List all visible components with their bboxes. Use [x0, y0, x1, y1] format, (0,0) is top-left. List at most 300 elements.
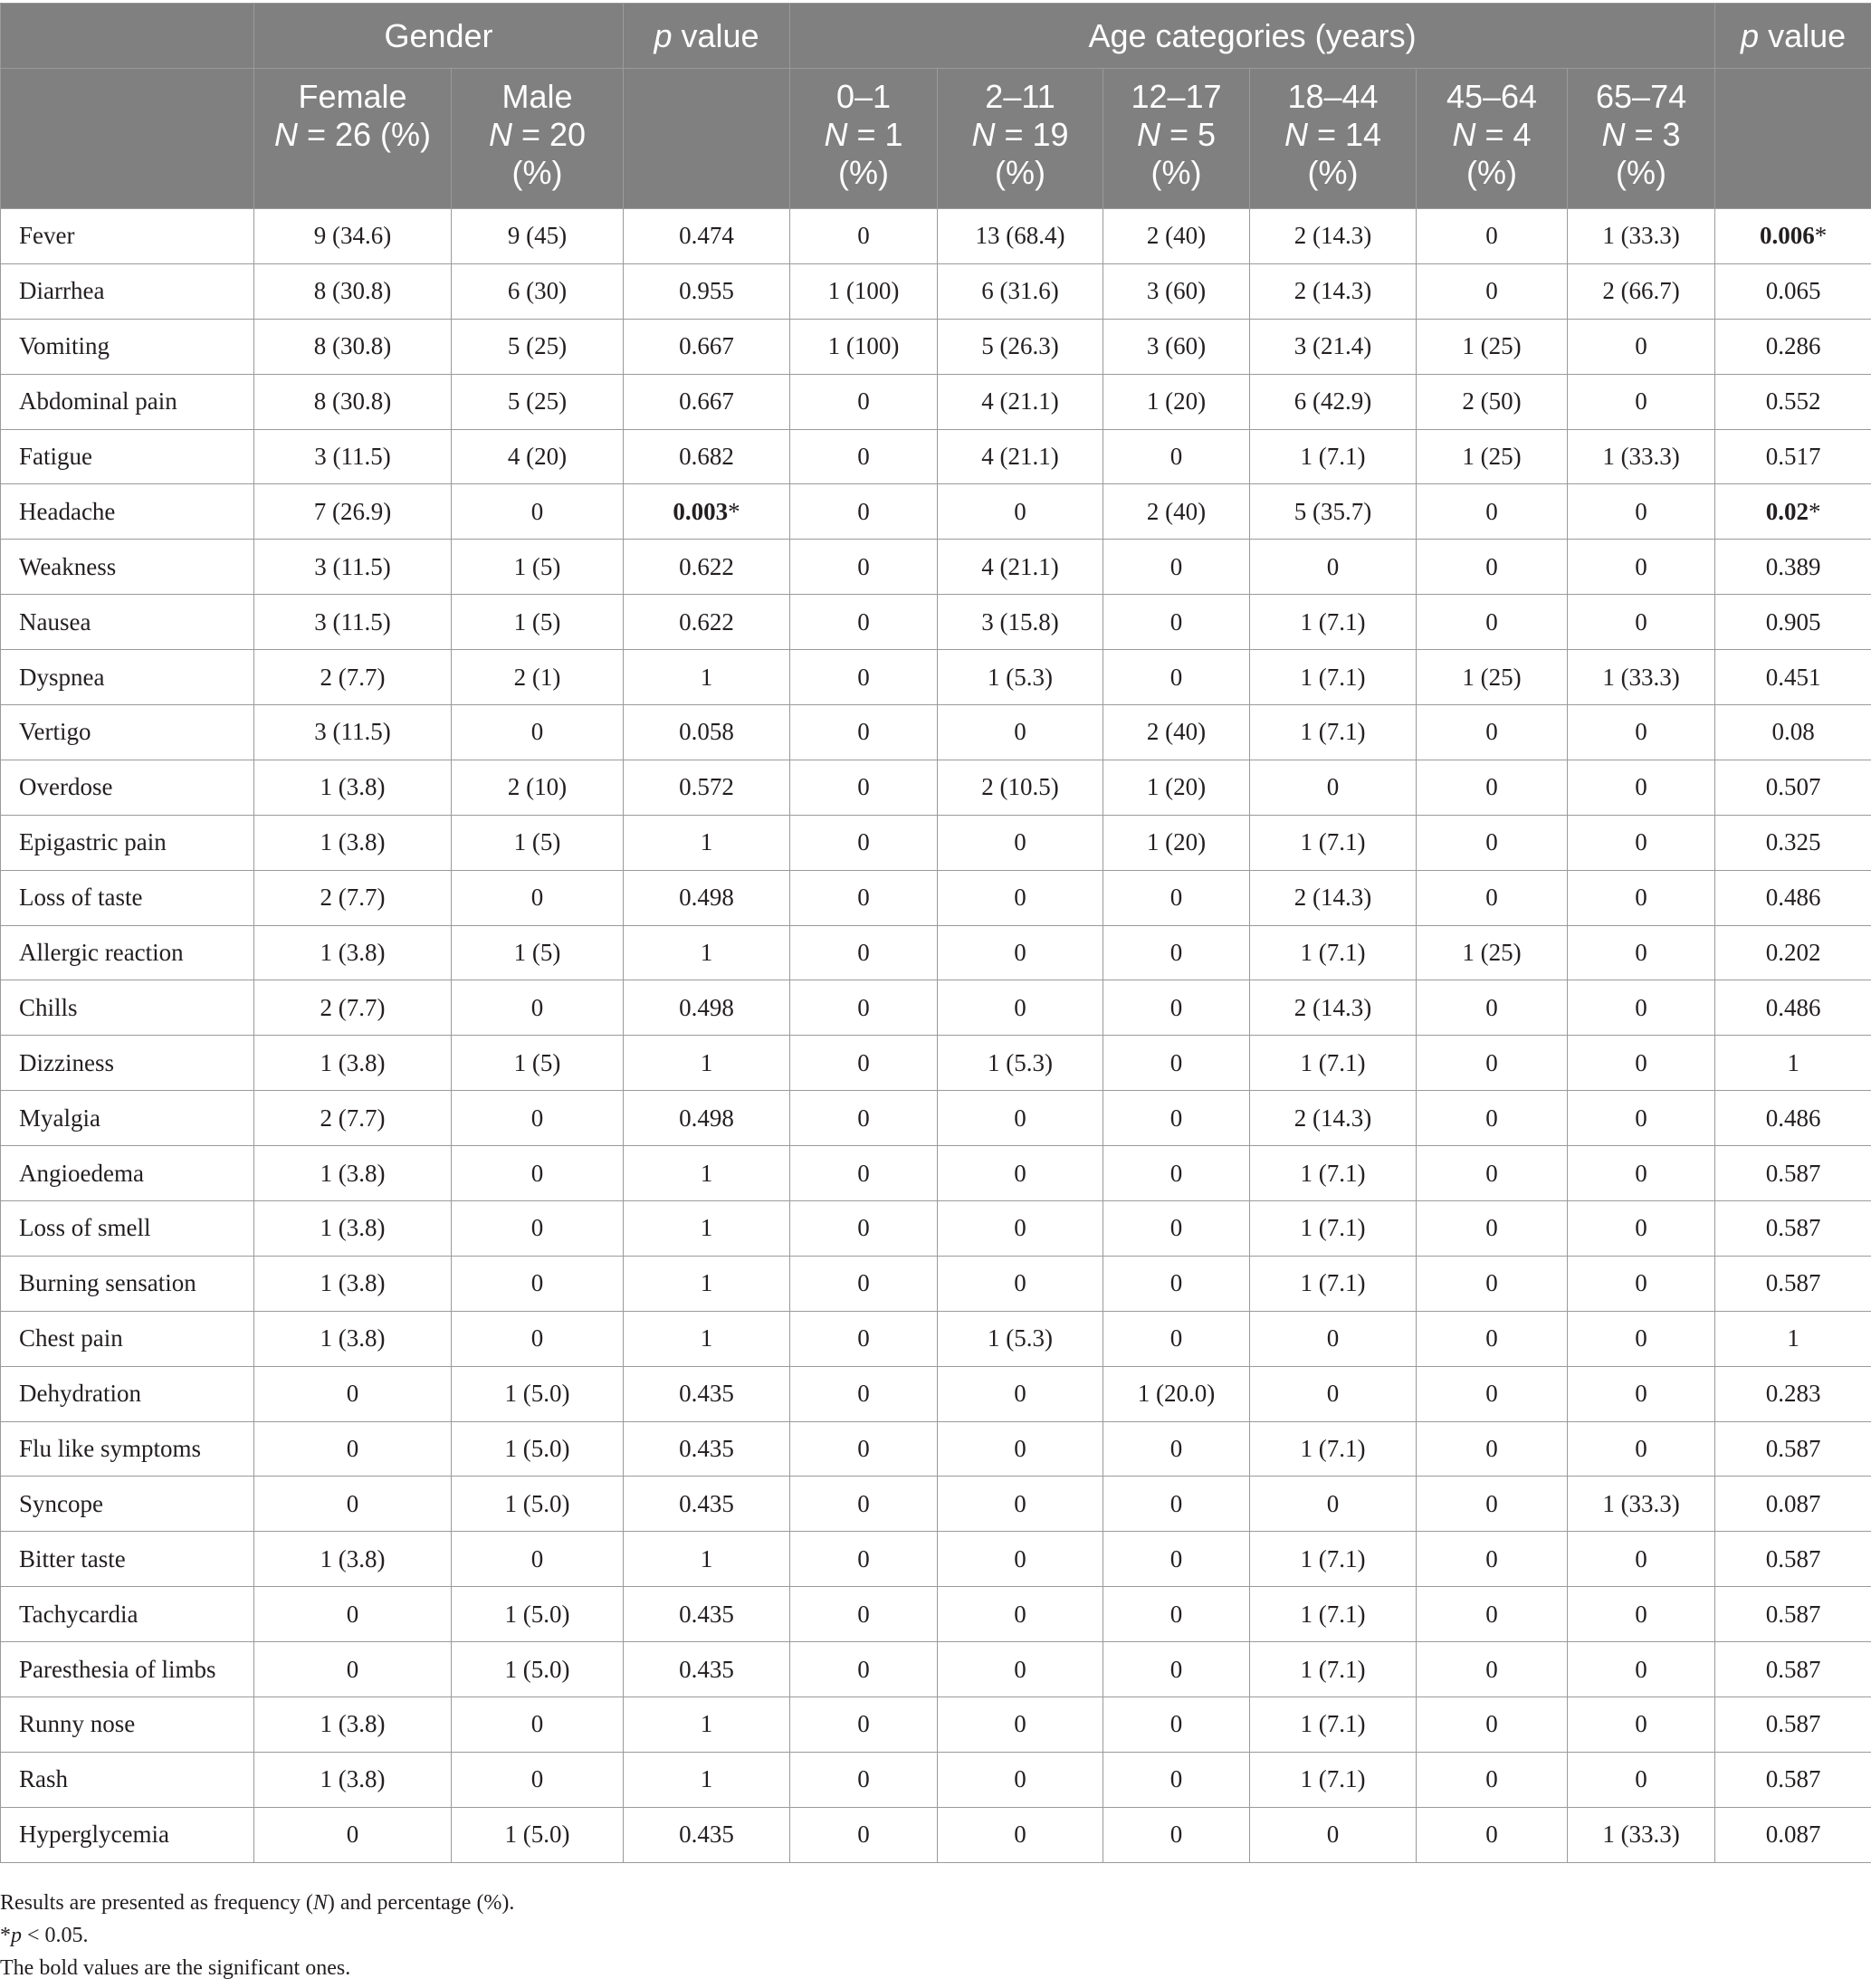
cell-male: 5 (25) [452, 319, 624, 374]
cell-age-65-74: 0 [1568, 1036, 1715, 1091]
cell-age-0-1: 0 [790, 1642, 938, 1697]
cell-age-45-64: 0 [1417, 1697, 1568, 1753]
table-row [1, 1752, 1871, 1807]
cell-age-18-44: 1 (7.1) [1250, 705, 1417, 760]
subheader-age-0-1 [790, 69, 938, 209]
p-value: 0.587 [1765, 1710, 1821, 1738]
table-row [1, 1201, 1871, 1257]
cell-age-65-74: 0 [1568, 980, 1715, 1036]
cell-age-12-17: 0 [1103, 650, 1250, 705]
p-value: 0.435 [679, 1380, 734, 1408]
cell-p-gender [624, 1366, 790, 1421]
cell-age-45-64: 1 (25) [1417, 650, 1568, 705]
cell-age-0-1: 0 [790, 595, 938, 650]
subheader-age-45-64 [1417, 69, 1568, 209]
cell-p-gender [624, 705, 790, 760]
p-value: 0.622 [679, 607, 734, 636]
cell-female: 2 (7.7) [254, 1091, 452, 1146]
p-value: 0.587 [1765, 1544, 1821, 1572]
header-p-value-label: value [681, 16, 759, 54]
cell-age-2-11: 0 [938, 925, 1103, 980]
symptoms-table [0, 3, 1871, 1863]
subheader-label: 0–1 [835, 78, 892, 115]
cell-symptom: Nausea [1, 595, 254, 650]
cell-age-2-11: 1 (5.3) [938, 1311, 1103, 1366]
subheader-count [790, 116, 937, 154]
header-p-letter: p [1741, 16, 1760, 54]
cell-age-0-1: 0 [790, 1752, 938, 1807]
subheader-count [1103, 116, 1249, 154]
p-value: 0.435 [679, 1821, 734, 1849]
subheader-count-value: = 1 [847, 116, 903, 153]
cell-age-45-64: 0 [1417, 1366, 1568, 1421]
cell-p-age [1715, 1532, 1871, 1587]
cell-age-12-17: 0 [1103, 429, 1250, 484]
p-value: 0.08 [1771, 718, 1815, 746]
cell-age-0-1: 0 [790, 870, 938, 925]
cell-female: 2 (7.7) [254, 980, 452, 1036]
cell-age-18-44: 6 (42.9) [1250, 374, 1417, 429]
p-value: 0.003 [673, 497, 729, 525]
cell-age-0-1: 1 (100) [790, 263, 938, 319]
subheader-count-value: = 19 [995, 116, 1069, 153]
subheader-n: N [273, 116, 298, 153]
cell-p-gender [624, 1752, 790, 1807]
cell-age-12-17: 0 [1103, 1421, 1250, 1477]
cell-age-12-17: 2 (40) [1103, 209, 1250, 264]
cell-age-45-64: 0 [1417, 540, 1568, 595]
cell-age-18-44: 0 [1250, 1311, 1417, 1366]
header-p-value-gender [624, 4, 790, 69]
cell-symptom: Weakness [1, 540, 254, 595]
subheader-male [452, 69, 624, 209]
cell-age-65-74: 0 [1568, 1366, 1715, 1421]
cell-age-18-44: 1 (7.1) [1250, 1642, 1417, 1697]
cell-age-45-64: 1 (25) [1417, 319, 1568, 374]
cell-female: 1 (3.8) [254, 1146, 452, 1201]
p-value: 0.622 [679, 552, 734, 580]
cell-age-45-64: 0 [1417, 1256, 1568, 1311]
table-row [1, 1807, 1871, 1862]
cell-p-gender [624, 925, 790, 980]
cell-age-12-17: 0 [1103, 1477, 1250, 1532]
p-value: 0.587 [1765, 1600, 1821, 1628]
table-row [1, 1587, 1871, 1642]
cell-p-age [1715, 1036, 1871, 1091]
cell-symptom: Vertigo [1, 705, 254, 760]
table-row [1, 1642, 1871, 1697]
cell-age-45-64: 0 [1417, 1807, 1568, 1862]
cell-female: 3 (11.5) [254, 540, 452, 595]
cell-male: 0 [452, 1146, 624, 1201]
p-value: 0.587 [1765, 1435, 1821, 1463]
p-value: 1 [700, 939, 713, 967]
cell-age-2-11: 0 [938, 1532, 1103, 1587]
cell-female: 0 [254, 1477, 452, 1532]
subheader-n: N [1601, 116, 1626, 153]
cell-age-0-1: 0 [790, 980, 938, 1036]
cell-female: 3 (11.5) [254, 705, 452, 760]
subheader-n: N [824, 116, 848, 153]
cell-female: 0 [254, 1807, 452, 1862]
subheader-count-value: = 5 [1160, 116, 1217, 153]
significance-star: * [1808, 497, 1821, 525]
cell-age-18-44: 1 (7.1) [1250, 1752, 1417, 1807]
cell-female: 8 (30.8) [254, 319, 452, 374]
p-value: 0.283 [1765, 1380, 1821, 1408]
subheader-p-gender-blank [624, 69, 790, 209]
cell-age-18-44: 1 (7.1) [1250, 1532, 1417, 1587]
p-value: 0.587 [1765, 1214, 1821, 1242]
subheader-age-12-17 [1103, 69, 1250, 209]
cell-symptom: Tachycardia [1, 1587, 254, 1642]
subheader-count [452, 116, 623, 154]
table-row [1, 1366, 1871, 1421]
cell-age-2-11: 4 (21.1) [938, 540, 1103, 595]
footnote-results [0, 1887, 514, 1919]
p-value: 1 [700, 1710, 713, 1738]
cell-female: 2 (7.7) [254, 650, 452, 705]
cell-male: 4 (20) [452, 429, 624, 484]
cell-p-gender [624, 1532, 790, 1587]
p-value: 0.572 [679, 773, 734, 801]
cell-age-2-11: 0 [938, 870, 1103, 925]
subheader-label: 2–11 [985, 78, 1055, 115]
cell-female: 1 (3.8) [254, 760, 452, 815]
cell-age-65-74: 0 [1568, 1642, 1715, 1697]
cell-age-2-11: 0 [938, 815, 1103, 870]
p-value: 0.587 [1765, 1765, 1821, 1793]
cell-female: 0 [254, 1366, 452, 1421]
cell-age-2-11: 4 (21.1) [938, 374, 1103, 429]
cell-age-45-64: 2 (50) [1417, 374, 1568, 429]
cell-p-age [1715, 1091, 1871, 1146]
cell-age-45-64: 0 [1417, 1477, 1568, 1532]
cell-age-18-44: 1 (7.1) [1250, 1201, 1417, 1257]
cell-age-45-64: 0 [1417, 263, 1568, 319]
cell-symptom: Overdose [1, 760, 254, 815]
cell-age-18-44: 1 (7.1) [1250, 815, 1417, 870]
p-value: 0.202 [1765, 939, 1821, 967]
cell-age-65-74: 0 [1568, 595, 1715, 650]
cell-p-age [1715, 429, 1871, 484]
cell-male: 1 (5) [452, 815, 624, 870]
cell-age-45-64: 0 [1417, 1752, 1568, 1807]
cell-male: 0 [452, 1256, 624, 1311]
cell-female: 1 (3.8) [254, 1256, 452, 1311]
p-value: 0.486 [1765, 993, 1821, 1021]
cell-age-18-44: 0 [1250, 540, 1417, 595]
cell-p-age [1715, 1256, 1871, 1311]
cell-p-gender [624, 1256, 790, 1311]
cell-age-45-64: 0 [1417, 1091, 1568, 1146]
footnote-p: p [11, 1924, 22, 1947]
p-value: 1 [700, 1544, 713, 1572]
cell-age-45-64: 1 (25) [1417, 925, 1568, 980]
cell-age-65-74: 0 [1568, 1752, 1715, 1807]
table-row [1, 540, 1871, 595]
cell-p-age [1715, 540, 1871, 595]
cell-symptom: Loss of smell [1, 1201, 254, 1257]
cell-symptom: Rash [1, 1752, 254, 1807]
cell-symptom: Burning sensation [1, 1256, 254, 1311]
cell-age-12-17: 0 [1103, 1201, 1250, 1257]
cell-age-18-44: 1 (7.1) [1250, 1256, 1417, 1311]
cell-age-2-11: 0 [938, 1201, 1103, 1257]
cell-symptom: Syncope [1, 1477, 254, 1532]
cell-symptom: Fever [1, 209, 254, 264]
p-value: 0.667 [679, 387, 734, 416]
cell-age-65-74: 0 [1568, 1421, 1715, 1477]
p-value: 0.587 [1765, 1269, 1821, 1297]
cell-age-18-44: 1 (7.1) [1250, 925, 1417, 980]
subheader-count-value: = 14 [1307, 116, 1382, 153]
cell-age-65-74: 0 [1568, 319, 1715, 374]
significance-star: * [728, 497, 740, 525]
footnote-text: Results are presented as frequency ( [0, 1891, 313, 1915]
cell-age-12-17: 0 [1103, 1091, 1250, 1146]
cell-age-2-11: 13 (68.4) [938, 209, 1103, 264]
cell-male: 0 [452, 1201, 624, 1257]
header-p-value-age [1715, 4, 1871, 69]
cell-female: 1 (3.8) [254, 1532, 452, 1587]
footnote-text: < 0.05. [22, 1924, 89, 1947]
cell-age-45-64: 0 [1417, 1146, 1568, 1201]
subheader-age-2-11 [938, 69, 1103, 209]
cell-age-65-74: 0 [1568, 374, 1715, 429]
cell-symptom: Chills [1, 980, 254, 1036]
cell-age-65-74: 0 [1568, 705, 1715, 760]
cell-age-0-1: 0 [790, 925, 938, 980]
cell-age-18-44: 1 (7.1) [1250, 595, 1417, 650]
cell-age-18-44: 2 (14.3) [1250, 209, 1417, 264]
cell-age-65-74: 0 [1568, 1697, 1715, 1753]
cell-age-45-64: 0 [1417, 705, 1568, 760]
cell-age-0-1: 0 [790, 815, 938, 870]
cell-age-45-64: 1 (25) [1417, 429, 1568, 484]
table-row [1, 1311, 1871, 1366]
p-value: 1 [700, 828, 713, 856]
table-header [1, 4, 1871, 209]
cell-age-45-64: 0 [1417, 595, 1568, 650]
cell-age-12-17: 0 [1103, 870, 1250, 925]
cell-age-0-1: 0 [790, 1421, 938, 1477]
cell-p-gender [624, 1587, 790, 1642]
cell-age-0-1: 0 [790, 209, 938, 264]
cell-female: 1 (3.8) [254, 1201, 452, 1257]
subheader-n: N [1136, 116, 1160, 153]
cell-age-12-17: 0 [1103, 1532, 1250, 1587]
subheader-count-value: = 26 (%) [297, 116, 432, 153]
cell-p-age [1715, 1697, 1871, 1753]
cell-male: 2 (10) [452, 760, 624, 815]
cell-female: 9 (34.6) [254, 209, 452, 264]
p-value: 1 [700, 1324, 713, 1352]
cell-p-gender [624, 1642, 790, 1697]
table-row [1, 319, 1871, 374]
cell-female: 0 [254, 1421, 452, 1477]
cell-p-gender [624, 1146, 790, 1201]
p-value: 1 [700, 663, 713, 691]
cell-symptom: Loss of taste [1, 870, 254, 925]
cell-age-12-17: 0 [1103, 980, 1250, 1036]
cell-age-65-74: 0 [1568, 1256, 1715, 1311]
cell-p-age [1715, 980, 1871, 1036]
table-row [1, 484, 1871, 540]
cell-age-45-64: 0 [1417, 870, 1568, 925]
cell-p-gender [624, 595, 790, 650]
cell-age-45-64: 0 [1417, 1421, 1568, 1477]
subheader-count-value: = 3 [1625, 116, 1681, 153]
cell-p-age [1715, 870, 1871, 925]
cell-p-age [1715, 1201, 1871, 1257]
subheader-label: 18–44 [1287, 78, 1379, 115]
cell-age-65-74: 1 (33.3) [1568, 1477, 1715, 1532]
cell-male: 1 (5.0) [452, 1587, 624, 1642]
cell-p-age [1715, 705, 1871, 760]
cell-age-18-44: 0 [1250, 1807, 1417, 1862]
cell-age-12-17: 0 [1103, 1752, 1250, 1807]
p-value: 0.435 [679, 1655, 734, 1683]
cell-p-gender [624, 980, 790, 1036]
cell-age-45-64: 0 [1417, 209, 1568, 264]
cell-p-gender [624, 1697, 790, 1753]
cell-age-0-1: 0 [790, 374, 938, 429]
p-value: 1 [700, 1269, 713, 1297]
cell-age-12-17: 0 [1103, 595, 1250, 650]
cell-age-0-1: 0 [790, 1587, 938, 1642]
cell-p-gender [624, 1201, 790, 1257]
p-value: 0.286 [1765, 332, 1821, 360]
cell-age-45-64: 0 [1417, 1642, 1568, 1697]
cell-age-65-74: 2 (66.7) [1568, 263, 1715, 319]
footnote-significance [0, 1919, 514, 1952]
cell-symptom: Angioedema [1, 1146, 254, 1201]
p-value: 0.474 [679, 222, 734, 250]
cell-p-age [1715, 1642, 1871, 1697]
cell-male: 0 [452, 980, 624, 1036]
header-corner [1, 4, 254, 69]
cell-age-65-74: 0 [1568, 540, 1715, 595]
subheader-count-value: = 20 [511, 116, 587, 153]
cell-age-2-11: 4 (21.1) [938, 429, 1103, 484]
table-row [1, 1421, 1871, 1477]
cell-male: 1 (5) [452, 1036, 624, 1091]
cell-age-18-44: 2 (14.3) [1250, 980, 1417, 1036]
table-row [1, 1532, 1871, 1587]
cell-age-18-44: 1 (7.1) [1250, 1697, 1417, 1753]
table-row [1, 1477, 1871, 1532]
table-row [1, 925, 1871, 980]
cell-age-0-1: 1 (100) [790, 319, 938, 374]
cell-age-0-1: 0 [790, 650, 938, 705]
table-row [1, 429, 1871, 484]
p-value: 0.006 [1759, 222, 1815, 250]
cell-symptom: Bitter taste [1, 1532, 254, 1587]
cell-p-age [1715, 1807, 1871, 1862]
cell-age-2-11: 0 [938, 1642, 1103, 1697]
cell-age-18-44: 1 (7.1) [1250, 429, 1417, 484]
p-value: 0.435 [679, 1600, 734, 1628]
cell-age-2-11: 0 [938, 484, 1103, 540]
subheader-n: N [1452, 116, 1476, 153]
cell-age-45-64: 0 [1417, 484, 1568, 540]
cell-age-2-11: 0 [938, 1421, 1103, 1477]
significance-star: * [1814, 222, 1828, 250]
cell-age-2-11: 0 [938, 1807, 1103, 1862]
cell-male: 1 (5) [452, 595, 624, 650]
cell-age-2-11: 0 [938, 1587, 1103, 1642]
cell-p-age [1715, 1752, 1871, 1807]
p-value: 0.451 [1765, 663, 1821, 691]
cell-p-gender [624, 815, 790, 870]
table-row [1, 870, 1871, 925]
cell-p-age [1715, 595, 1871, 650]
cell-p-gender [624, 429, 790, 484]
p-value: 0.325 [1765, 828, 1821, 856]
cell-age-2-11: 0 [938, 1752, 1103, 1807]
header-p-letter: p [654, 16, 673, 54]
header-p-value-label: value [1768, 16, 1847, 54]
cell-p-gender [624, 540, 790, 595]
cell-age-0-1: 0 [790, 1091, 938, 1146]
cell-male: 0 [452, 1752, 624, 1807]
p-value: 1 [700, 1048, 713, 1076]
subheader-age-65-74 [1568, 69, 1715, 209]
cell-female: 8 (30.8) [254, 263, 452, 319]
cell-male: 5 (25) [452, 374, 624, 429]
p-value: 0.486 [1765, 1104, 1821, 1132]
p-value: 0.498 [679, 993, 734, 1021]
cell-symptom: Allergic reaction [1, 925, 254, 980]
p-value: 1 [1787, 1324, 1799, 1352]
p-value: 1 [700, 1765, 713, 1793]
cell-male: 9 (45) [452, 209, 624, 264]
subheader-percent: (%) [995, 154, 1046, 191]
table-row [1, 650, 1871, 705]
cell-age-65-74: 1 (33.3) [1568, 650, 1715, 705]
header-age-group: Age categories (years) [790, 4, 1715, 69]
cell-age-45-64: 0 [1417, 1587, 1568, 1642]
p-value: 0.486 [1765, 884, 1821, 912]
cell-age-65-74: 0 [1568, 1587, 1715, 1642]
cell-age-18-44: 3 (21.4) [1250, 319, 1417, 374]
p-value: 0.552 [1765, 387, 1821, 416]
cell-p-gender [624, 650, 790, 705]
p-value: 0.587 [1765, 1159, 1821, 1187]
subheader-p-age-blank [1715, 69, 1871, 209]
cell-symptom: Fatigue [1, 429, 254, 484]
cell-age-65-74: 0 [1568, 760, 1715, 815]
cell-age-2-11: 0 [938, 1697, 1103, 1753]
cell-age-18-44: 1 (7.1) [1250, 1421, 1417, 1477]
cell-p-gender [624, 1091, 790, 1146]
table-row [1, 1091, 1871, 1146]
cell-male: 0 [452, 705, 624, 760]
cell-age-0-1: 0 [790, 1477, 938, 1532]
cell-age-0-1: 0 [790, 1807, 938, 1862]
cell-p-age [1715, 263, 1871, 319]
cell-age-12-17: 1 (20) [1103, 815, 1250, 870]
cell-symptom: Dehydration [1, 1366, 254, 1421]
cell-age-12-17: 2 (40) [1103, 484, 1250, 540]
cell-female: 0 [254, 1642, 452, 1697]
cell-symptom: Diarrhea [1, 263, 254, 319]
subheader-count [1250, 116, 1416, 154]
cell-p-age [1715, 1477, 1871, 1532]
subheader-label: 65–74 [1596, 78, 1687, 115]
cell-symptom: Flu like symptoms [1, 1421, 254, 1477]
